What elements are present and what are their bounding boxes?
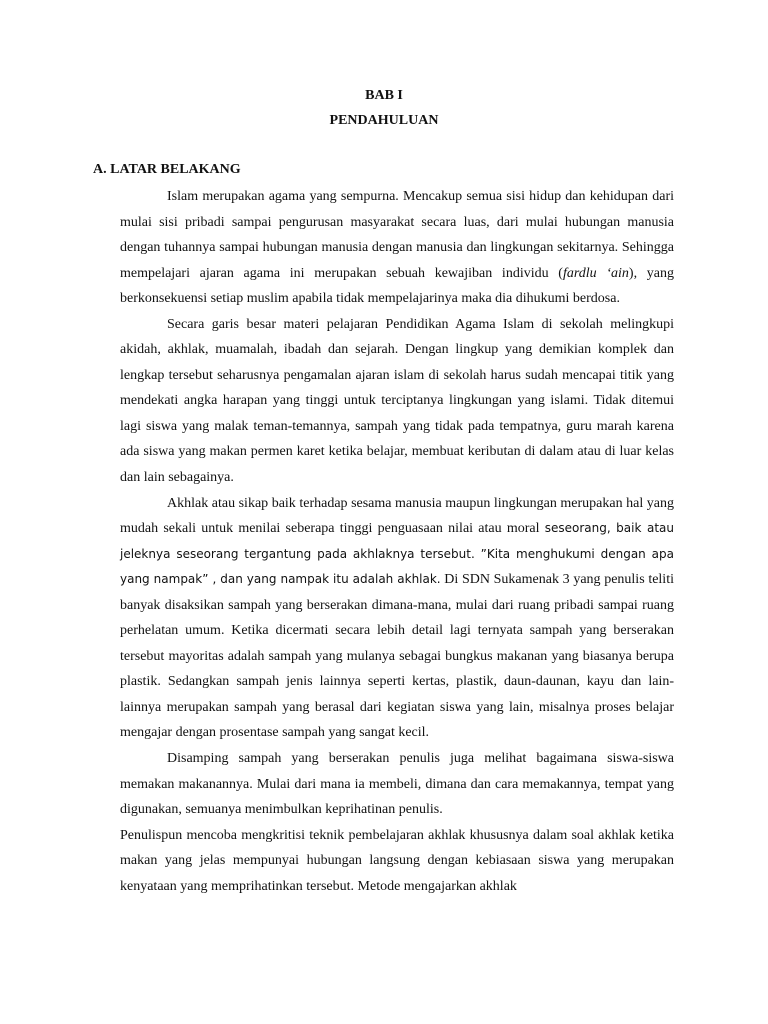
- chapter-label: BAB I: [365, 88, 403, 103]
- paragraph-5: Penulispun mencoba mengkritisi teknik pembelajaran akhlak khususnya dalam soal akhlak ketika makan yang jelas mempunyai hubungan langsung dengan kebiasaan siswa yang merupakan kenyataan yang memprihatinkan tersebut. Metode mengajarkan akhlak: [120, 827, 674, 894]
- paragraph-4: Disamping sampah yang berserakan penulis juga melihat bagaimana siswa-siswa memakan makanannya. Mulai dari mana ia membeli, dimana dan cara memakannya, tempat yang digunakan, semuanya menimbulkan keprihatinan penulis.: [120, 751, 674, 818]
- paragraph-1-text-a: Islam merupakan agama yang sempurna. Mencakup semua sisi hidup dan kehidupan dari mulai sisi pribadi sampai pengurusan masyarakat secara luas, dari mulai hubungan manusia dengan tuhannya sampai hubungan manusia dengan manusia dan lingkungan sekitarnya. Sehingga mempelajari ajaran agama ini merupakan sebuah kewajiban individu (: [120, 189, 674, 281]
- paragraph-1-italic-term: fardlu ‘ain: [562, 265, 629, 281]
- paragraph-1-text-b: ), yang berkonsekuensi setiap muslim apabila tidak mempelajarinya maka dia dihukumi berdosa.: [120, 265, 674, 307]
- paragraph-1: [120, 184, 674, 312]
- paragraph-3-sans-text: seseorang, baik atau jeleknya seseorang tergantung pada akhlaknya tersebut. ”Kita menghukumi dengan apa yang nampak” , dan yang nampak itu adalah akhlak.: [120, 521, 674, 587]
- paragraph-3: [120, 491, 674, 746]
- body-text: [120, 184, 674, 899]
- paragraph-2: Secara garis besar materi pelajaran Pendidikan Agama Islam di sekolah melingkupi akidah, akhlak, muamalah, ibadah dan sejarah. Dengan lingkup yang demikian komplek dan lengkap tersebut seharusnya pengamalan ajaran islam di sekolah harus sudah mencapai titik yang mendekati angka harapan yang tinggi untuk terciptanya lingkungan yang islami. Tidak ditemui lagi siswa yang malak teman-temannya, sampah yang tidak pada tempatnya, guru marah karena ada siswa yang makan permen karet ketika belajar, membuat keributan di dalam atau di luar kelas dan lain sebagainya.: [120, 316, 674, 486]
- section-heading: A. LATAR BELAKANG: [93, 162, 241, 177]
- paragraph-3-text-b: Di SDN Sukamenak 3 yang penulis teliti banyak disaksikan sampah yang berserakan dimana-mana, mulai dari ruang pribadi sampai ruang perhelatan umum. Ketika dicermati secara lebih detail lagi ternyata sampah yang berserakan tersebut mayoritas adalah sampah yang mulanya sebagai bungkus makanan yang biasanya berupa plastik. Sedangkan sampah jenis lainnya seperti kertas, plastik, daun-daunan, kayu dan lain-lainnya merupakan sampah yang berasal dari kegiatan siswa yang lain, misalnya proses belajar mengajar dengan prosentase sampah yang sangat kecil.: [120, 572, 674, 741]
- paragraph-3-text-a: Akhlak atau sikap baik terhadap sesama manusia maupun lingkungan merupakan hal yang mudah sekali untuk menilai seberapa tinggi penguasaan nilai atau moral: [120, 495, 674, 537]
- chapter-title: PENDAHULUAN: [329, 113, 439, 128]
